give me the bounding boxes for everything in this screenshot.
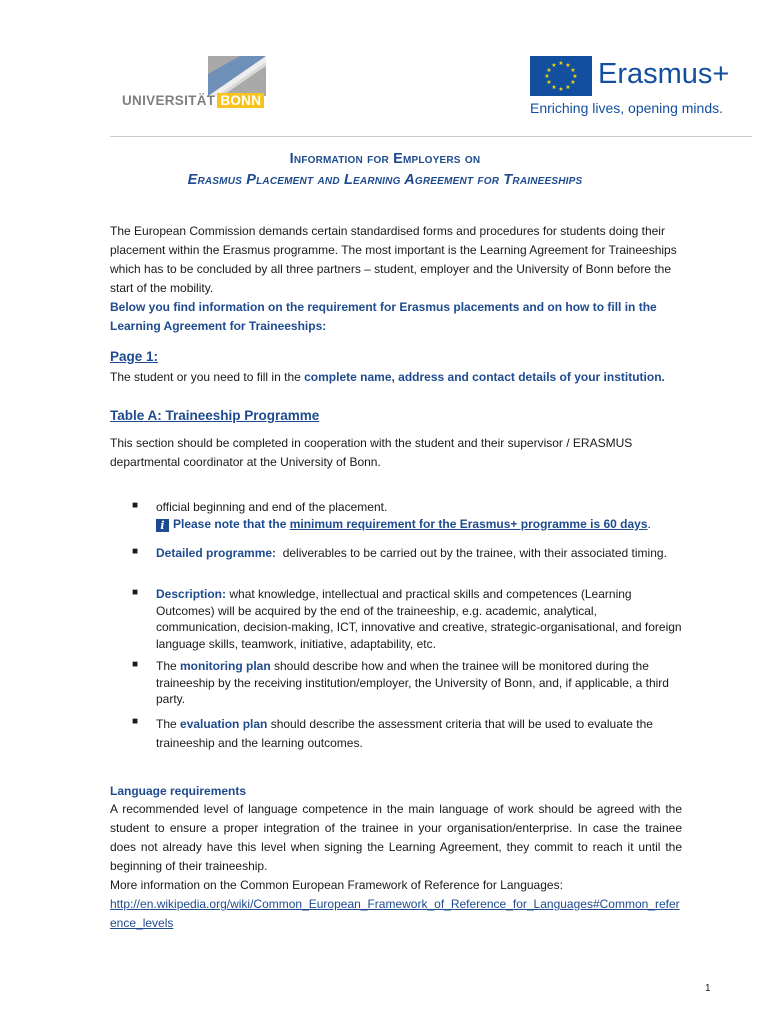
list-item [156, 715, 682, 753]
erasmus-name: Erasmus+ [598, 58, 730, 90]
bullet-1-note-suffix: . [647, 516, 651, 531]
svg-text:★: ★ [558, 60, 564, 67]
language-more-info: More information on the Common European Framework of Reference for Languages: [110, 878, 563, 892]
cefr-wikipedia-link[interactable]: http://en.wikipedia.org/wiki/Common_European_Framework_of_Reference_for_Languages#Common_reference_levels [110, 897, 680, 930]
university-logo-emblem-icon [122, 56, 272, 96]
bullet-5-prefix: The [156, 717, 181, 731]
table-a-heading: Table A: Traineeship Programme [110, 408, 320, 423]
document-title-line1: Information for Employers on [289, 151, 481, 167]
list-item [156, 658, 682, 708]
intro-highlight: Below you find information on the requirement for Erasmus placements and on how to fill in the Learning Agreement for Traineeships: [110, 300, 657, 333]
language-section [110, 800, 682, 933]
page1-text [110, 368, 682, 387]
bullet-5-label: evaluation plan [180, 717, 268, 731]
bullet-1-text: official beginning and end of the placement. [156, 500, 388, 514]
svg-text:★: ★ [544, 73, 550, 80]
bullet-3-text: what knowledge, intellectual and practical skills and competences (Learning Outcomes) will be acquired by the end of the traineeship, e.g. academic, analytical, communication, decision-making, ICT, innovative and creative, strategic-organisational, and foreign language skills, teamwork, initiative, adaptability, etc. [156, 587, 682, 651]
svg-text:★: ★ [565, 62, 571, 69]
eu-flag-icon [530, 56, 592, 96]
bullet-1-note-prefix: Please note that the [173, 516, 290, 531]
bullet-2-text: deliverables to be carried out by the trainee, with their associated timing. [276, 546, 667, 560]
university-bonn-logo [122, 56, 272, 112]
bullet-4-text: should describe how and when the trainee will be monitored during the traineeship by the receiving institution/employer, the University of Bonn, and, if applicable, a third party. [156, 659, 669, 707]
list-item [156, 586, 682, 652]
bullet-5-text: should describe the assessment criteria that will be used to evaluate the traineeship and the learning outcomes. [156, 717, 653, 750]
list-item [156, 499, 682, 532]
info-icon: i [156, 519, 169, 532]
svg-text:★: ★ [546, 67, 552, 74]
bullet-square-icon: ■ [132, 546, 139, 557]
bullet-square-icon: ■ [132, 587, 139, 598]
bullet-square-icon: ■ [132, 659, 139, 670]
page1-text-highlight: complete name, address and contact details of your institution. [304, 370, 665, 384]
header-divider [110, 136, 752, 137]
svg-text:★: ★ [570, 79, 576, 86]
svg-text:★: ★ [572, 73, 578, 80]
page-number: 1 [705, 983, 711, 994]
page1-heading: Page 1: [110, 349, 159, 364]
minimum-requirement-note: minimum requirement for the Erasmus+ programme is 60 days [289, 516, 648, 531]
document-title-line2: Erasmus Placement and Learning Agreement for Traineeships [187, 172, 583, 188]
svg-text:★: ★ [565, 84, 571, 91]
table-a-intro: This section should be completed in cooperation with the student and their supervisor / ERASMUS departmental coordinator at the University of Bonn. [110, 436, 633, 469]
language-paragraph: A recommended level of language competence in the main language of work should be agreed with the student to ensure a proper integration of the trainee in your organisation/enterprise. In case the trainee does not already have this level when signing the Learning Agreement, they commit to reach it until the beginning of their traineeship. [110, 802, 682, 873]
svg-text:★: ★ [546, 79, 552, 86]
university-logo-highlight: BONN [217, 93, 264, 108]
svg-text:★: ★ [570, 67, 576, 74]
intro-paragraph: The European Commission demands certain standardised forms and procedures for students doing their placement within the Erasmus programme. The most important is the Learning Agreement for Traineeships which has to be concluded by all three partners – student, employer and the University of Bonn before the start of the mobility. [110, 224, 677, 295]
svg-text:★: ★ [551, 62, 557, 69]
erasmus-slogan: Enriching lives, opening minds. [530, 100, 723, 116]
bullet-square-icon: ■ [132, 716, 139, 727]
erasmus-plus-logo [528, 54, 750, 118]
page1-text-prefix: The student or you need to fill in the [110, 370, 305, 384]
bullet-3-label: Description: [156, 587, 227, 601]
svg-text:★: ★ [558, 86, 564, 93]
intro-section [110, 222, 682, 336]
university-logo-text: UNIVERSITÄT [122, 93, 216, 108]
svg-text:★: ★ [551, 84, 557, 91]
list-item [156, 545, 682, 562]
bullet-4-label: monitoring plan [180, 659, 271, 673]
bullet-4-prefix: The [156, 659, 181, 673]
language-heading: Language requirements [110, 784, 247, 798]
bullet-2-label: Detailed programme: [156, 546, 277, 560]
bullet-square-icon: ■ [132, 500, 139, 511]
